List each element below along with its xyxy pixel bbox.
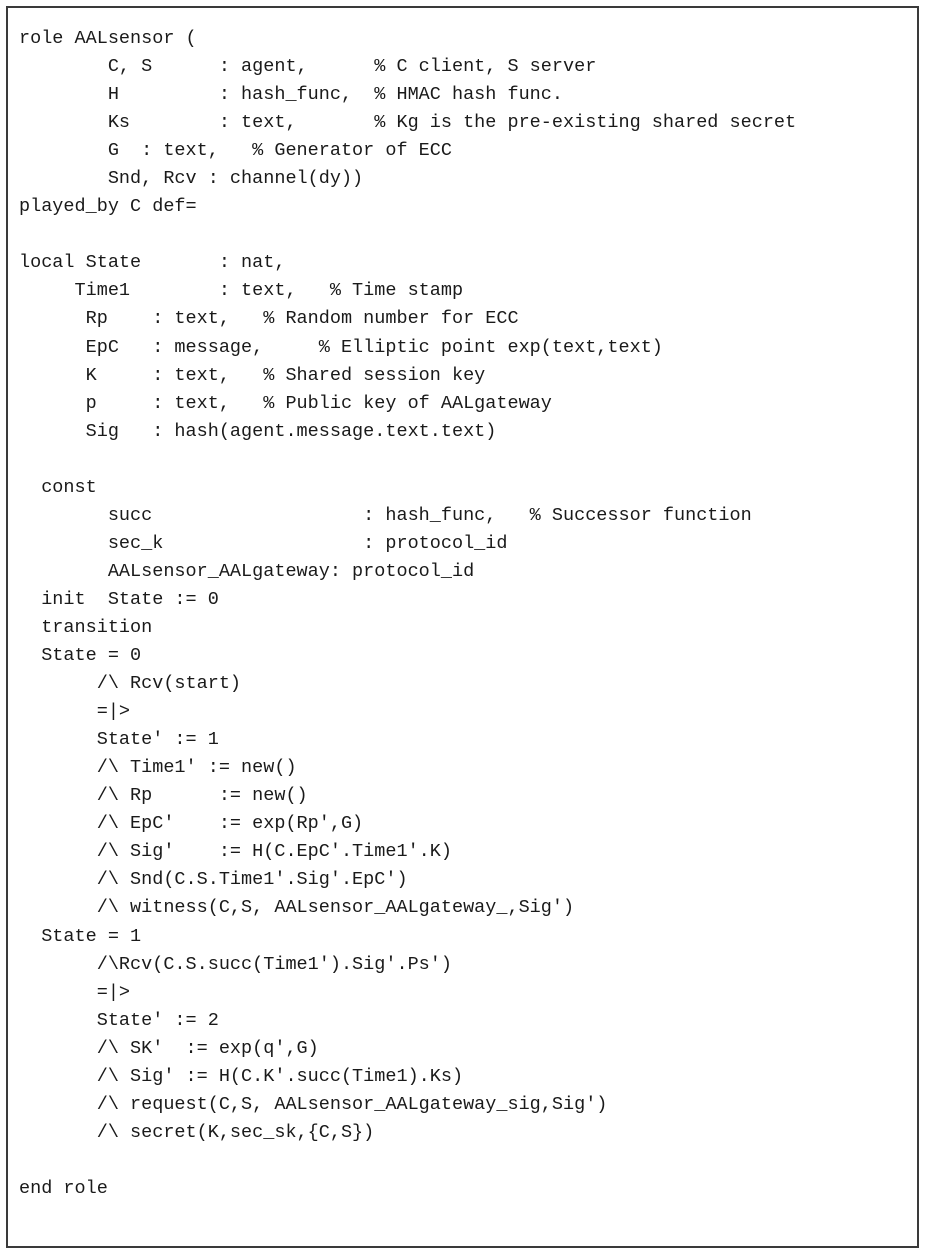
code-line: H : hash_func, % HMAC hash func. (19, 84, 563, 106)
code-line: State = 1 (19, 925, 142, 947)
code-line: succ : hash_func, % Successor function (19, 504, 752, 526)
code-line: G : text, % Generator of ECC (19, 140, 452, 162)
code-line: /\ Rp := new() (19, 785, 308, 807)
code-line: /\ Sig' := H(C.K'.succ(Time1).Ks) (19, 1065, 464, 1087)
code-line: /\ secret(K,sec_sk,{C,S}) (19, 1121, 375, 1143)
code-line: AALsensor_AALgateway: protocol_id (19, 560, 475, 582)
code-line: /\Rcv(C.S.succ(Time1').Sig'.Ps') (19, 953, 452, 975)
hlpsl-role-code (19, 25, 796, 1203)
code-line: Sig : hash(agent.message.text.text) (19, 420, 497, 442)
code-line: State' := 1 (19, 729, 219, 751)
code-line: State = 0 (19, 645, 142, 667)
code-line: end role (19, 1177, 108, 1199)
code-line: /\ EpC' := exp(Rp',G) (19, 813, 364, 835)
code-line: C, S : agent, % C client, S server (19, 56, 597, 78)
code-line: /\ request(C,S, AALsensor_AALgateway_sig,Sig') (19, 1093, 608, 1115)
code-line: /\ Time1' := new() (19, 757, 297, 779)
code-line (19, 221, 796, 249)
code-line: init State := 0 (19, 588, 219, 610)
code-line: sec_k : protocol_id (19, 532, 508, 554)
code-line (19, 1147, 796, 1175)
code-line: EpC : message, % Elliptic point exp(text,text) (19, 336, 663, 358)
code-line: /\ Snd(C.S.Time1'.Sig'.EpC') (19, 869, 408, 891)
code-line: /\ Sig' := H(C.EpC'.Time1'.K) (19, 841, 452, 863)
code-listing-frame (6, 6, 919, 1248)
code-line: K : text, % Shared session key (19, 364, 486, 386)
code-line: Time1 : text, % Time stamp (19, 280, 464, 302)
code-line: transition (19, 616, 153, 638)
code-line (19, 446, 796, 474)
code-line: /\ Rcv(start) (19, 673, 242, 695)
code-line: local State : nat, (19, 252, 286, 274)
code-line: =|> (19, 981, 131, 1003)
code-line: /\ SK' := exp(q',G) (19, 1037, 319, 1059)
code-line: /\ witness(C,S, AALsensor_AALgateway_,Sig') (19, 897, 575, 919)
code-line: Snd, Rcv : channel(dy)) (19, 168, 364, 190)
code-line: p : text, % Public key of AALgateway (19, 392, 552, 414)
code-line: =|> (19, 701, 131, 723)
code-line: State' := 2 (19, 1009, 219, 1031)
code-line: Rp : text, % Random number for ECC (19, 308, 519, 330)
code-line: const (19, 476, 97, 498)
code-line: played_by C def= (19, 196, 197, 218)
code-line: role AALsensor ( (19, 28, 197, 49)
code-line: Ks : text, % Kg is the pre-existing shared secret (19, 112, 797, 134)
